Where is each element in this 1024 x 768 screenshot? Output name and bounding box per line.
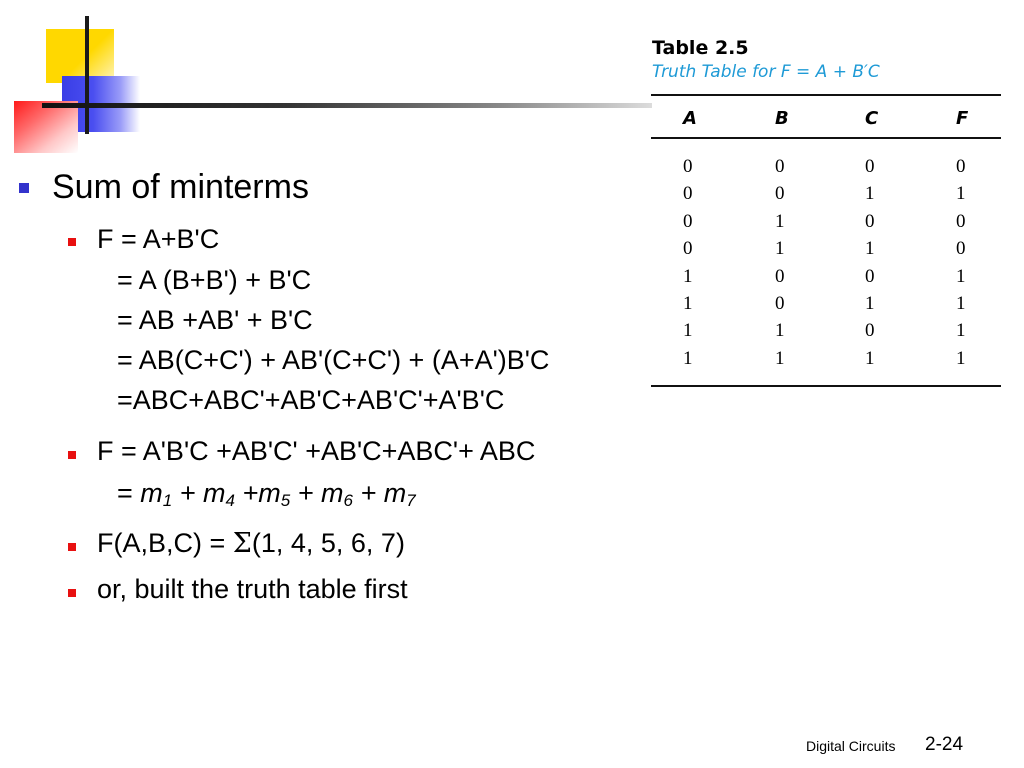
table-cell: 1 [865,293,875,314]
table-header-rule [651,137,1001,139]
table-cell: 1 [775,320,785,342]
table-cell: 1 [683,320,693,342]
table-cell: 0 [775,293,785,314]
minterm-term: $m_4$ [203,478,236,510]
table-cell: 0 [865,210,875,232]
table-cell: 0 [683,238,693,260]
sub-bullet-marker [68,543,76,551]
sub-bullet-marker [68,589,76,597]
derivation-line: = AB(C+C') + AB'(C+C') + (A+A')B'C [117,345,550,375]
horizontal-line-decoration [42,103,652,108]
table-cell: 0 [683,183,693,205]
sigma-symbol: Σ [232,528,252,559]
table-cell: 0 [865,156,875,177]
table-subtitle: Truth Table for F = A + B′C [652,62,880,82]
minterm-term: $m_1$ [140,478,173,510]
minterm-plus: + [353,478,384,508]
yellow-square-decoration [46,29,114,83]
table-cell: 0 [865,265,875,287]
minterm-plus: + [235,478,259,508]
sigma-prefix: F(A,B,C) = [97,528,233,558]
table-top-rule [651,94,1001,96]
footer-label: Digital Circuits [806,738,896,754]
table-cell: 1 [956,265,966,287]
page-number: 2-24 [925,734,964,755]
sub-bullet-marker [68,451,76,459]
minterm-term: $m_7$ [383,478,416,510]
table-cell: 0 [775,265,785,287]
minterm-term: $m_5$ [258,478,291,510]
table-cell: 0 [775,156,785,177]
table-cell: 1 [865,183,875,205]
derivation-line: F = A+B'C [97,224,220,254]
table-cell: 1 [865,238,875,260]
main-bullet-text: Sum of minterms [52,168,309,206]
table-cell: 1 [865,347,875,369]
last-bullet-text: or, built the truth table first [97,574,408,604]
vertical-line-decoration [85,16,89,134]
table-cell: 0 [683,156,693,177]
table-cell: 1 [956,347,966,369]
table-header-c: C [865,108,879,129]
minterm-plus: + [290,478,322,508]
sigma-list: (1, 4, 5, 6, 7) [251,528,405,558]
table-cell: 0 [956,210,966,232]
main-bullet-marker [19,183,29,193]
sigma-equation [97,528,405,559]
derivation-line: = A (B+B') + B'C [117,265,312,295]
sub-bullet-marker [68,238,76,246]
table-cell: 0 [956,238,966,260]
table-cell: 1 [775,210,785,232]
derivation-line: =ABC+ABC'+AB'C+AB'C'+A'B'C [117,385,505,415]
table-cell: 1 [683,293,693,314]
table-header-a: A [683,108,697,129]
minterm-plus: + [172,478,204,508]
minterm-expression [117,478,416,511]
table-cell: 1 [956,183,966,205]
minterm-term: $m_6$ [321,478,354,510]
table-cell: 0 [956,156,966,177]
table-cell: 1 [683,347,693,369]
table-cell: 0 [775,183,785,205]
red-square-decoration [14,101,78,153]
table-title: Table 2.5 [652,37,749,59]
table-cell: 0 [865,320,875,342]
table-bottom-rule [651,385,1001,387]
table-cell: 1 [956,320,966,342]
table-cell: 1 [683,265,693,287]
minterm-prefix: = [117,478,133,508]
table-cell: 1 [775,238,785,260]
derivation-line: = AB +AB' + B'C [117,305,313,335]
table-cell: 1 [956,293,966,314]
table-cell: 0 [683,210,693,232]
table-header-b: B [775,108,789,129]
minterm-equation: F = A'B'C +AB'C' +AB'C+ABC'+ ABC [97,436,536,466]
table-cell: 1 [775,347,785,369]
table-header-f: F [956,108,969,129]
